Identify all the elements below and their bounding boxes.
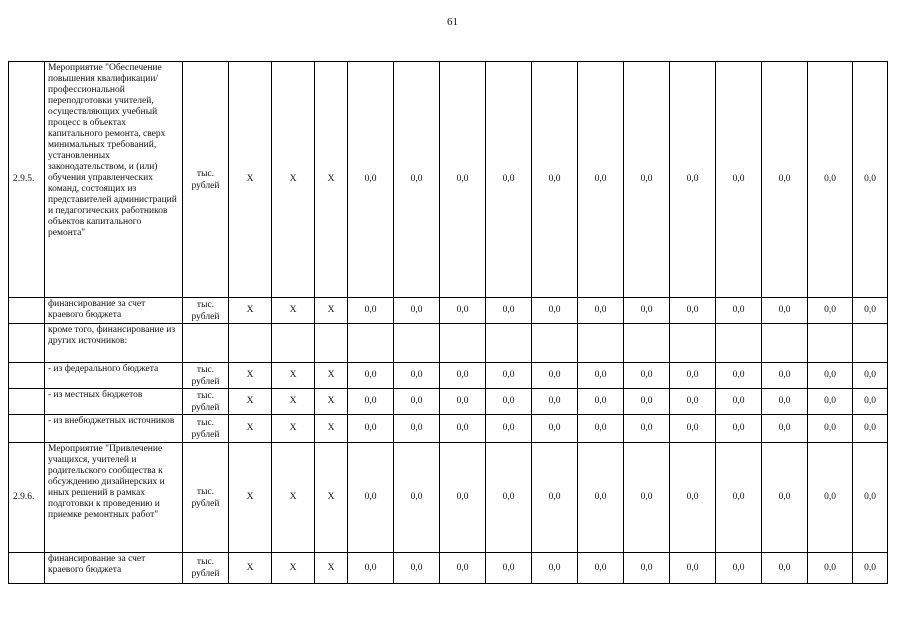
value-cell: 0,0 <box>624 389 670 415</box>
unit-cell: тыс. рублей <box>183 553 229 584</box>
item-name-cell: финансирование за счет краевого бюджета <box>45 553 183 584</box>
value-cell <box>486 324 532 363</box>
row-number-cell <box>9 363 45 389</box>
value-cell <box>348 324 394 363</box>
value-cell: 0,0 <box>394 389 440 415</box>
value-cell: 0,0 <box>670 62 716 298</box>
page-number: 61 <box>447 16 458 28</box>
value-cell: 0,0 <box>348 443 394 553</box>
value-cell <box>716 324 762 363</box>
value-cell: 0,0 <box>532 298 578 324</box>
value-cell: 0,0 <box>578 363 624 389</box>
value-cell: 0,0 <box>440 415 486 443</box>
value-cell: 0,0 <box>670 443 716 553</box>
value-cell: 0,0 <box>532 363 578 389</box>
unit-cell: тыс. рублей <box>183 415 229 443</box>
value-cell: 0,0 <box>716 298 762 324</box>
value-cell: X <box>272 415 315 443</box>
table-row <box>9 298 888 324</box>
value-cell: X <box>229 443 272 553</box>
value-cell: 0,0 <box>808 62 853 298</box>
table-row <box>9 324 888 363</box>
value-cell: 0,0 <box>440 443 486 553</box>
unit-cell: тыс. рублей <box>183 363 229 389</box>
value-cell: 0,0 <box>440 62 486 298</box>
value-cell: 0,0 <box>486 298 532 324</box>
unit-cell: тыс. рублей <box>183 298 229 324</box>
value-cell: 0,0 <box>624 62 670 298</box>
value-cell: X <box>229 389 272 415</box>
value-cell: X <box>272 298 315 324</box>
item-name-cell: кроме того, финансирование из других источников: <box>45 324 183 363</box>
value-cell: 0,0 <box>853 298 888 324</box>
value-cell: 0,0 <box>578 415 624 443</box>
value-cell: X <box>315 62 348 298</box>
value-cell: 0,0 <box>578 553 624 584</box>
table-row <box>9 62 888 298</box>
value-cell: 0,0 <box>853 389 888 415</box>
value-cell: X <box>272 389 315 415</box>
value-cell: 0,0 <box>532 553 578 584</box>
value-cell: 0,0 <box>853 62 888 298</box>
value-cell: 0,0 <box>440 553 486 584</box>
value-cell: 0,0 <box>853 443 888 553</box>
value-cell: 0,0 <box>762 553 808 584</box>
value-cell: 0,0 <box>716 62 762 298</box>
value-cell: 0,0 <box>716 443 762 553</box>
value-cell <box>394 324 440 363</box>
value-cell <box>670 324 716 363</box>
value-cell: X <box>229 553 272 584</box>
value-cell: 0,0 <box>762 415 808 443</box>
value-cell: 0,0 <box>348 553 394 584</box>
row-number-cell: 2.9.5. <box>9 62 45 298</box>
value-cell: X <box>229 298 272 324</box>
value-cell: 0,0 <box>624 553 670 584</box>
value-cell: 0,0 <box>670 553 716 584</box>
value-cell: 0,0 <box>716 415 762 443</box>
value-cell: 0,0 <box>716 553 762 584</box>
value-cell: 0,0 <box>762 62 808 298</box>
value-cell: 0,0 <box>348 363 394 389</box>
value-cell: 0,0 <box>486 363 532 389</box>
value-cell: 0,0 <box>716 363 762 389</box>
value-cell: X <box>272 443 315 553</box>
value-cell <box>315 324 348 363</box>
value-cell: 0,0 <box>348 298 394 324</box>
value-cell: 0,0 <box>808 443 853 553</box>
value-cell: 0,0 <box>578 298 624 324</box>
value-cell: X <box>315 415 348 443</box>
value-cell <box>624 324 670 363</box>
value-cell: 0,0 <box>716 389 762 415</box>
table-row <box>9 363 888 389</box>
value-cell: 0,0 <box>670 298 716 324</box>
value-cell: 0,0 <box>808 389 853 415</box>
item-name-cell: - из федерального бюджета <box>45 363 183 389</box>
value-cell: 0,0 <box>762 363 808 389</box>
value-cell: 0,0 <box>348 389 394 415</box>
value-cell: X <box>229 363 272 389</box>
value-cell <box>532 324 578 363</box>
value-cell: 0,0 <box>762 298 808 324</box>
value-cell <box>808 324 853 363</box>
row-number-cell <box>9 298 45 324</box>
table-row <box>9 415 888 443</box>
table-row <box>9 389 888 415</box>
value-cell: 0,0 <box>808 363 853 389</box>
value-cell: 0,0 <box>808 415 853 443</box>
value-cell: 0,0 <box>762 443 808 553</box>
value-cell: 0,0 <box>624 415 670 443</box>
value-cell: 0,0 <box>624 443 670 553</box>
row-number-cell <box>9 324 45 363</box>
value-cell <box>440 324 486 363</box>
value-cell: X <box>229 62 272 298</box>
unit-cell <box>183 324 229 363</box>
value-cell: 0,0 <box>578 389 624 415</box>
value-cell: 0,0 <box>670 415 716 443</box>
value-cell: X <box>272 553 315 584</box>
value-cell: X <box>272 363 315 389</box>
value-cell: X <box>315 553 348 584</box>
value-cell <box>853 324 888 363</box>
value-cell: 0,0 <box>578 62 624 298</box>
row-number-cell <box>9 553 45 584</box>
item-name-cell: - из внебюджетных источников <box>45 415 183 443</box>
value-cell: X <box>315 443 348 553</box>
value-cell: 0,0 <box>394 553 440 584</box>
value-cell: 0,0 <box>532 62 578 298</box>
value-cell: 0,0 <box>670 363 716 389</box>
value-cell: 0,0 <box>348 62 394 298</box>
value-cell <box>229 324 272 363</box>
item-name-cell: Мероприятие "Обеспечение повышения квалификации/профессиональной переподготовки учителей, осуществляющих учебный процесс в объектах капитального ремонта, сверх минимальных требований, установленных законодательством, и (или) обучения управленческих команд, состоящих из представителей администраций и педагогических работников объектов капитального ремонта" <box>45 62 183 298</box>
value-cell: 0,0 <box>486 415 532 443</box>
row-number-cell <box>9 415 45 443</box>
value-cell: 0,0 <box>486 553 532 584</box>
value-cell: X <box>315 298 348 324</box>
value-cell: 0,0 <box>440 363 486 389</box>
value-cell: X <box>229 415 272 443</box>
value-cell: 0,0 <box>578 443 624 553</box>
value-cell: 0,0 <box>624 363 670 389</box>
value-cell: 0,0 <box>394 443 440 553</box>
value-cell: 0,0 <box>394 415 440 443</box>
value-cell: 0,0 <box>853 553 888 584</box>
value-cell: 0,0 <box>532 389 578 415</box>
value-cell: 0,0 <box>532 443 578 553</box>
value-cell: 0,0 <box>808 298 853 324</box>
value-cell <box>762 324 808 363</box>
item-name-cell: Мероприятие "Привлечение учащихся, учителей и родительского сообщества к обсуждению дизайнерских и иных решений в рамках подготовки к проведению и приемке ремонтных работ" <box>45 443 183 553</box>
value-cell: 0,0 <box>440 298 486 324</box>
value-cell: 0,0 <box>624 298 670 324</box>
row-number-cell: 2.9.6. <box>9 443 45 553</box>
value-cell: 0,0 <box>808 553 853 584</box>
budget-table <box>8 61 888 584</box>
value-cell: 0,0 <box>348 415 394 443</box>
row-number-cell <box>9 389 45 415</box>
value-cell: 0,0 <box>394 62 440 298</box>
value-cell: X <box>272 62 315 298</box>
unit-cell: тыс. рублей <box>183 389 229 415</box>
unit-cell: тыс. рублей <box>183 443 229 553</box>
table-row <box>9 443 888 553</box>
value-cell: 0,0 <box>486 62 532 298</box>
item-name-cell: - из местных бюджетов <box>45 389 183 415</box>
item-name-cell: финансирование за счет краевого бюджета <box>45 298 183 324</box>
value-cell <box>578 324 624 363</box>
value-cell: 0,0 <box>853 363 888 389</box>
value-cell: 0,0 <box>394 363 440 389</box>
unit-cell: тыс. рублей <box>183 62 229 298</box>
value-cell: 0,0 <box>762 389 808 415</box>
value-cell: 0,0 <box>486 389 532 415</box>
value-cell: 0,0 <box>853 415 888 443</box>
value-cell: X <box>315 363 348 389</box>
value-cell: X <box>315 389 348 415</box>
value-cell: 0,0 <box>532 415 578 443</box>
value-cell: 0,0 <box>670 389 716 415</box>
table-row <box>9 553 888 584</box>
value-cell: 0,0 <box>394 298 440 324</box>
value-cell: 0,0 <box>486 443 532 553</box>
value-cell: 0,0 <box>440 389 486 415</box>
value-cell <box>272 324 315 363</box>
